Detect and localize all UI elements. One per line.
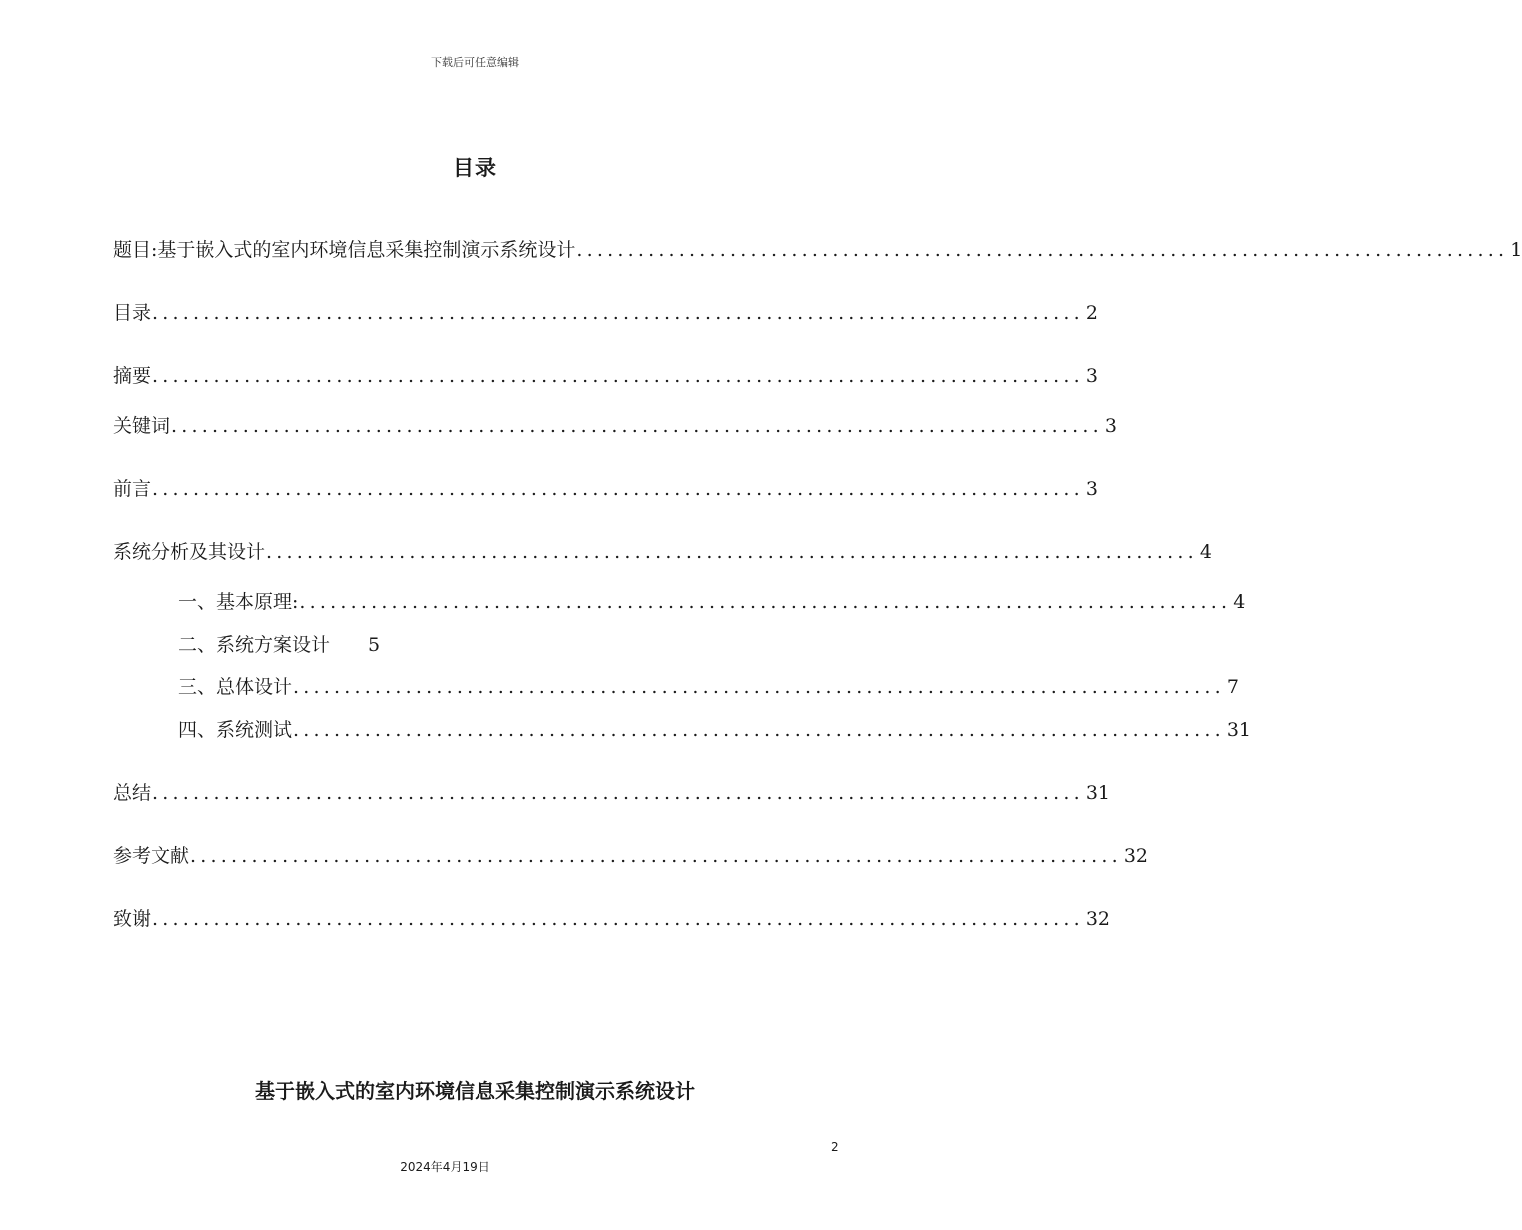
toc-entry-page: 31	[1226, 719, 1252, 741]
toc-title: 目录	[453, 156, 497, 180]
header-note: 下载后可任意编辑	[431, 56, 519, 69]
toc-leader-dots: ...........................................................................................	[190, 845, 1122, 867]
footer-date: 2024年4月19日	[400, 1160, 490, 1174]
toc-entry-page: 4	[1199, 541, 1212, 563]
toc-leader-dots: ...........................................................................................	[293, 719, 1225, 741]
toc-entry-page: 3	[1104, 415, 1117, 437]
toc-entry-title	[113, 235, 1522, 261]
toc-entry-abstract	[113, 361, 1098, 387]
toc-leader-dots: ...........................................................................................	[171, 415, 1103, 437]
toc-entry-label: 系统分析及其设计	[113, 541, 266, 563]
toc-entry-label: 二、系统方案设计	[178, 634, 331, 656]
toc-entry-page: 32	[1123, 845, 1149, 867]
toc-entry-page: 1	[1510, 239, 1522, 261]
toc-entry-label: 参考文献	[113, 845, 190, 867]
toc-entry-keywords	[113, 411, 1117, 437]
document-title: 基于嵌入式的室内环境信息采集控制演示系统设计	[255, 1079, 695, 1103]
toc-entry-page: 7	[1226, 676, 1239, 698]
toc-entry-label: 题目:基于嵌入式的室内环境信息采集控制演示系统设计	[113, 239, 576, 261]
toc-entry-contents	[113, 298, 1098, 324]
toc-leader-dots: ...........................................................................................	[293, 676, 1225, 698]
toc-leader-dots: ...........................................................................................	[152, 908, 1084, 930]
toc-entry-page: 3	[1085, 365, 1098, 387]
toc-entry-page: 31	[1085, 782, 1111, 804]
toc-entry-system-analysis	[113, 537, 1212, 563]
toc-entry-label: 一、基本原理:	[178, 591, 299, 613]
toc-leader-dots: ...........................................................................................	[266, 541, 1198, 563]
toc-leader-dots: ...........................................................................................	[152, 478, 1084, 500]
toc-leader-dots: ...........................................................................................	[152, 782, 1084, 804]
toc-leader-dots: ...........................................................................................	[299, 591, 1232, 613]
toc-entry-page: 4	[1233, 591, 1246, 613]
toc-entry-acknowledgements	[113, 904, 1111, 930]
toc-subentry-overall-design	[178, 672, 1239, 698]
toc-entry-page: 5	[368, 634, 381, 656]
toc-entry-label: 总结	[113, 782, 152, 804]
toc-leader-dots: ...........................................................................................	[152, 302, 1084, 324]
toc-entry-label: 关键词	[113, 415, 171, 437]
toc-entry-page: 2	[1085, 302, 1098, 324]
page-number: 2	[831, 1140, 839, 1154]
toc-entry-label: 摘要	[113, 365, 152, 387]
toc-entry-summary	[113, 778, 1111, 804]
toc-entry-label: 目录	[113, 302, 152, 324]
toc-entry-preface	[113, 474, 1098, 500]
toc-entry-label: 前言	[113, 478, 152, 500]
toc-subentry-principles	[178, 587, 1246, 613]
toc-subentry-scheme-design	[178, 630, 380, 656]
toc-entry-page: 3	[1085, 478, 1098, 500]
toc-entry-page: 32	[1085, 908, 1111, 930]
toc-entry-references	[113, 841, 1149, 867]
toc-leader-dots: ...........................................................................................	[152, 365, 1084, 387]
toc-entry-label: 四、系统测试	[178, 719, 293, 741]
toc-subentry-system-test	[178, 715, 1252, 741]
toc-entry-label: 致谢	[113, 908, 152, 930]
toc-entry-label: 三、总体设计	[178, 676, 293, 698]
toc-leader-dots: ...........................................................................................	[576, 239, 1509, 261]
